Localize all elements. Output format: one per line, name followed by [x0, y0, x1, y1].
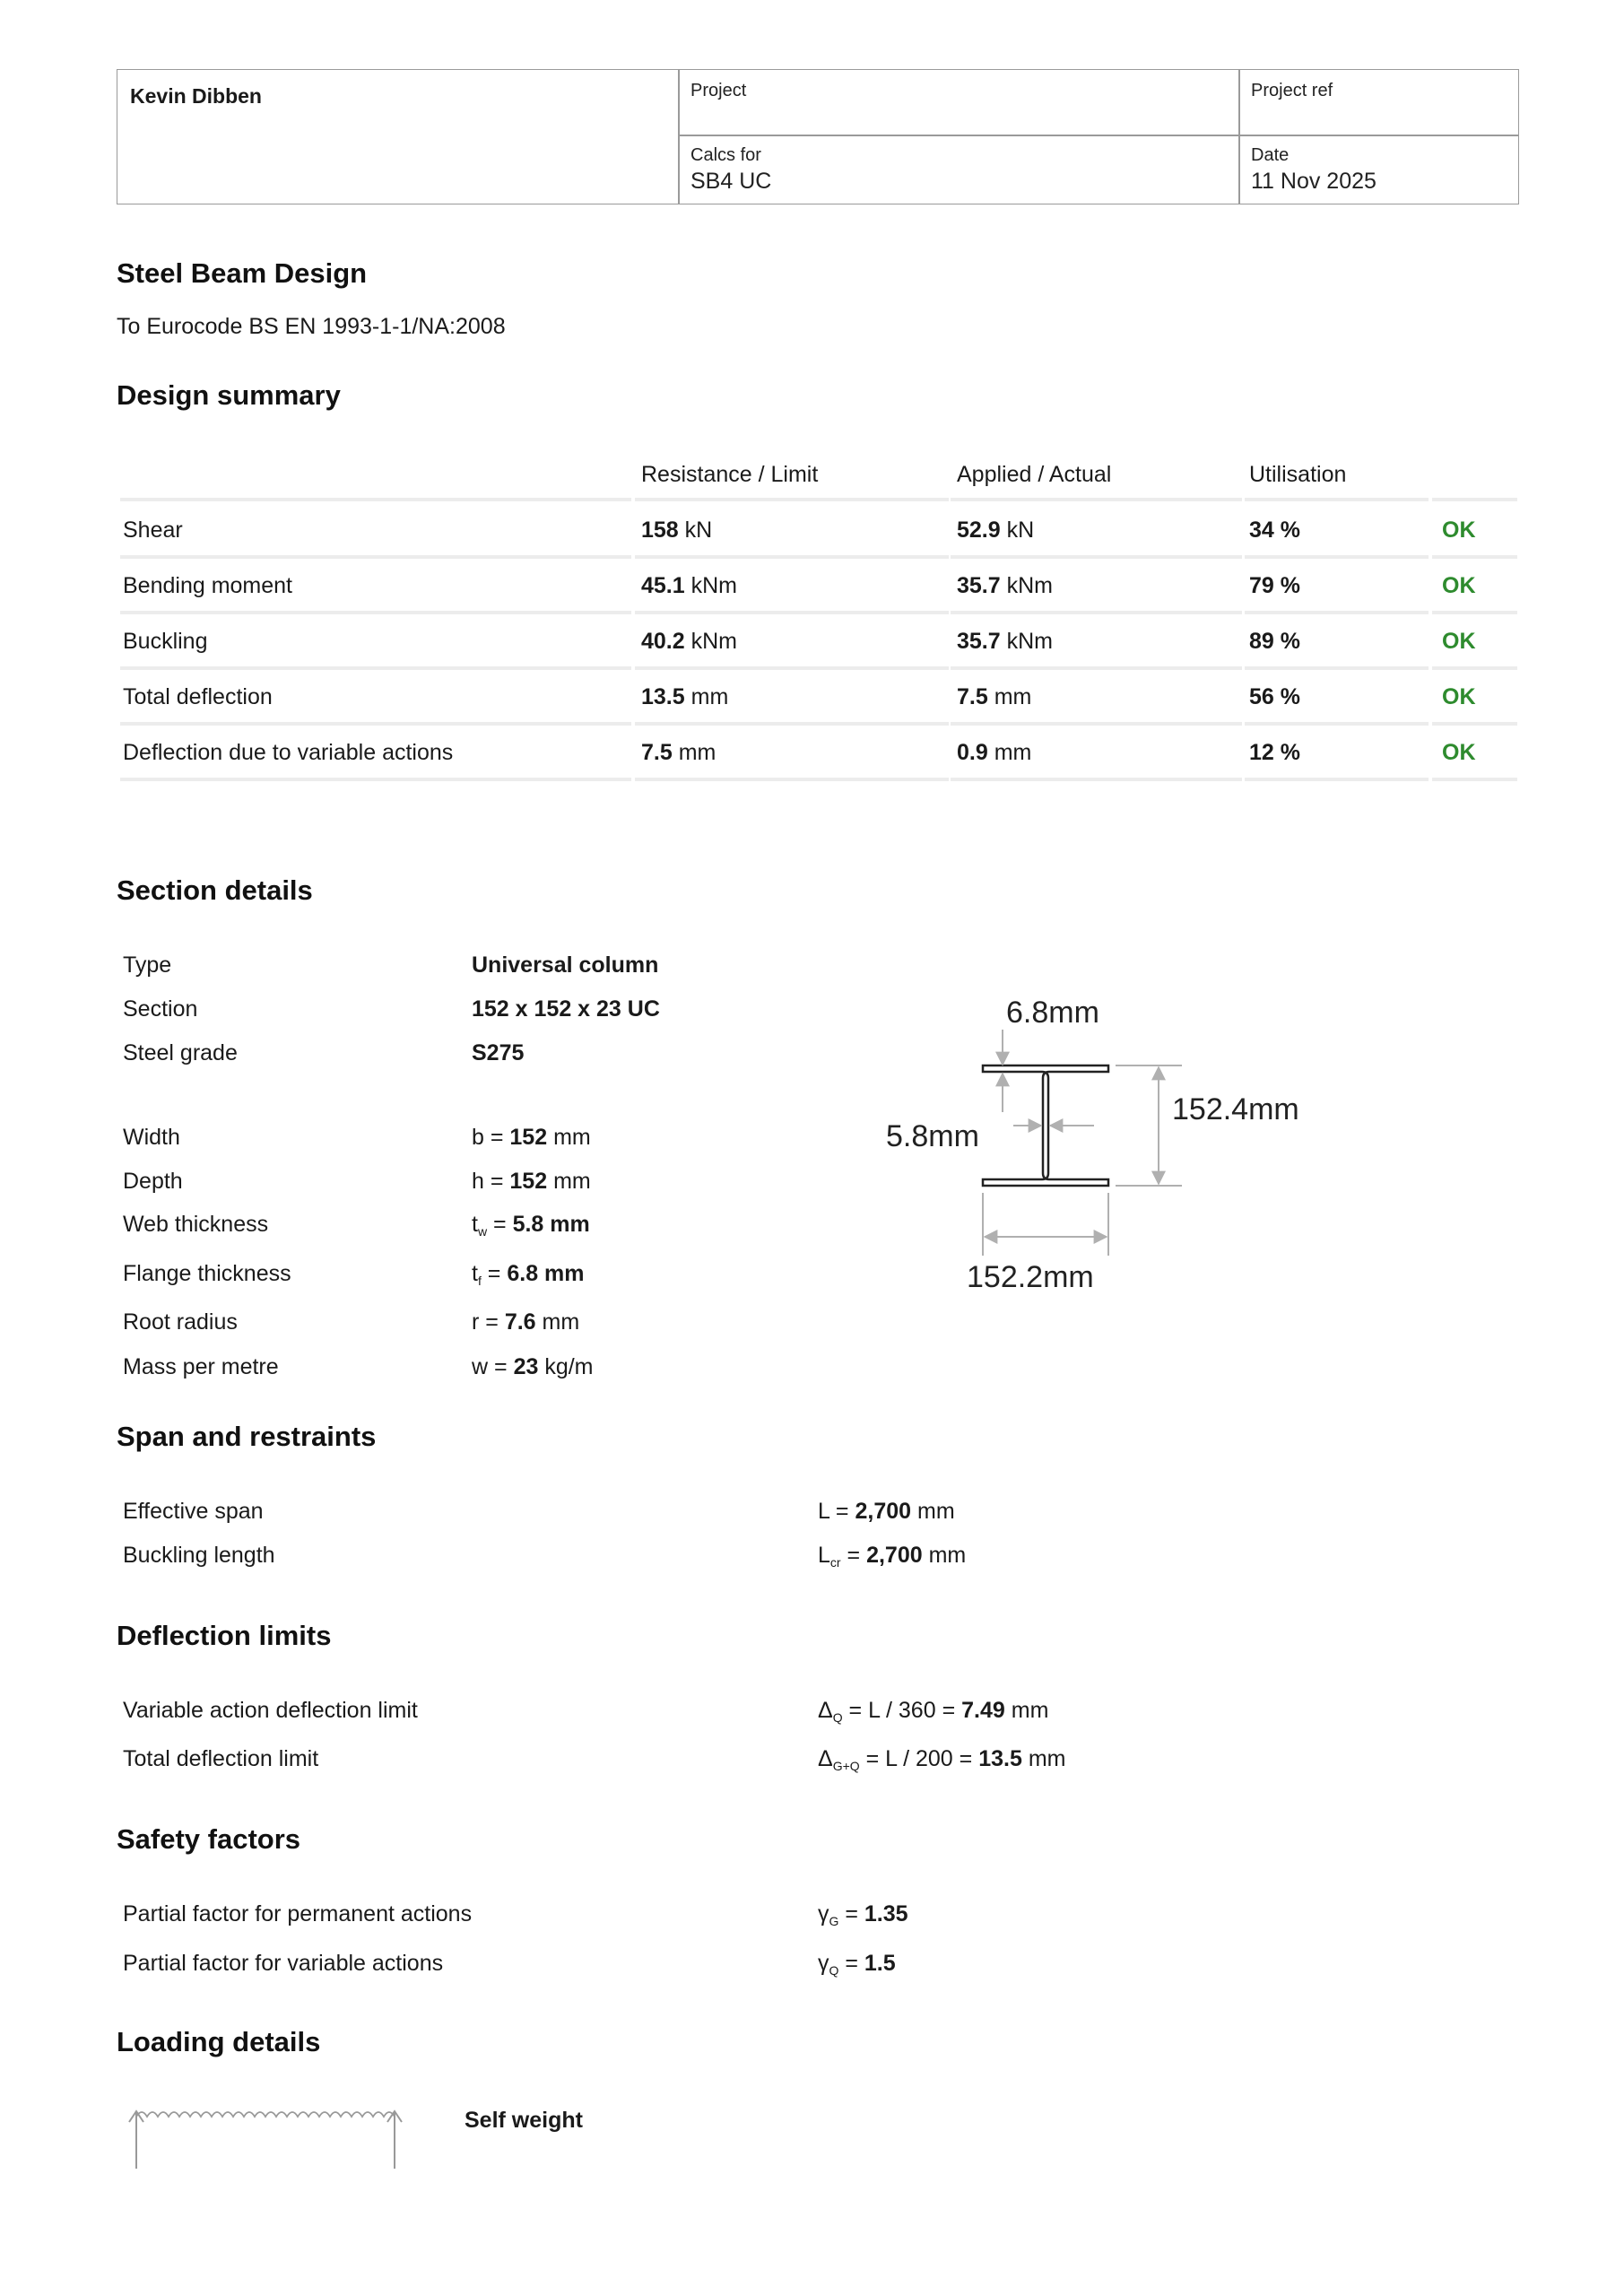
status-badge: OK: [1442, 740, 1476, 765]
row-name: Buckling: [123, 629, 208, 654]
table-divider: [1245, 722, 1429, 726]
date-label: Date: [1251, 145, 1290, 165]
permanent-factor-value: $\gamma_G = 1.35$: [818, 1901, 908, 1928]
utilisation-value: 79 %: [1249, 573, 1300, 598]
status-badge: OK: [1442, 629, 1476, 654]
col-header-resistance: Resistance / Limit: [641, 462, 819, 487]
row-name: Deflection due to variable actions: [123, 740, 454, 765]
row-name: Shear: [123, 517, 183, 543]
divider: [678, 135, 1518, 136]
flange-thickness-label: Flange thickness: [123, 1261, 291, 1286]
table-divider: [1432, 611, 1517, 614]
table-divider: [120, 611, 631, 614]
udl-load-curve: [136, 2112, 395, 2117]
col-header-utilisation: Utilisation: [1249, 462, 1347, 487]
date-value: 11 Nov 2025: [1251, 169, 1376, 194]
table-divider: [635, 666, 949, 670]
table-divider: [120, 778, 631, 781]
author-name: Kevin Dibben: [130, 84, 262, 108]
load-name: Self weight: [465, 2108, 583, 2133]
table-divider: [1432, 666, 1517, 670]
table-divider: [635, 722, 949, 726]
applied-value: 52.9 kN: [957, 517, 1035, 543]
table-divider: [951, 555, 1242, 559]
row-name: Bending moment: [123, 573, 293, 598]
safety-heading: Safety factors: [117, 1823, 301, 1855]
grade-value: S275: [472, 1040, 525, 1065]
utilisation-value: 89 %: [1249, 629, 1300, 654]
dim-flange-thickness: 6.8mm: [1006, 996, 1099, 1030]
web-thickness-label: Web thickness: [123, 1212, 269, 1237]
utilisation-value: 12 %: [1249, 740, 1300, 765]
table-divider: [635, 498, 949, 501]
variable-factor-value: $\gamma_Q = 1.5$: [818, 1951, 896, 1978]
table-divider: [951, 666, 1242, 670]
table-divider: [951, 778, 1242, 781]
resistance-value: 45.1 kNm: [641, 573, 738, 598]
table-divider: [1432, 722, 1517, 726]
table-divider: [1245, 498, 1429, 501]
utilisation-value: 34 %: [1249, 517, 1300, 543]
span-heading: Span and restraints: [117, 1421, 377, 1452]
project-ref-label: Project ref: [1251, 81, 1333, 100]
dim-width: 152.2mm: [967, 1260, 1094, 1294]
section-value: 152 x 152 x 23 UC: [472, 996, 660, 1022]
status-badge: OK: [1442, 573, 1476, 598]
i-section-diagram: [879, 987, 1345, 1318]
applied-value: 0.9 mm: [957, 740, 1032, 765]
effective-span-value: L = 2,700 mm: [818, 1499, 955, 1524]
variable-deflection-value: $\Delta_Q = L / 360 = 7.49$ mm: [818, 1698, 1049, 1725]
header-box: [117, 69, 1519, 204]
type-value: Universal column: [472, 952, 659, 978]
table-divider: [1245, 555, 1429, 559]
flange-thickness-value: $t_f = 6.8$ mm: [472, 1261, 585, 1288]
applied-value: 7.5 mm: [957, 684, 1032, 709]
table-divider: [120, 498, 631, 501]
resistance-value: 7.5 mm: [641, 740, 716, 765]
calcs-for-value: SB4 UC: [690, 169, 772, 194]
table-divider: [635, 778, 949, 781]
utilisation-value: 56 %: [1249, 684, 1300, 709]
web-thickness-value: $t_w = 5.8$ mm: [472, 1212, 590, 1239]
page-subtitle: To Eurocode BS EN 1993-1-1/NA:2008: [117, 314, 506, 339]
row-name: Total deflection: [123, 684, 273, 709]
table-divider: [120, 722, 631, 726]
total-deflection-value: $\Delta_{G+Q} = L / 200 = 13.5$ mm: [818, 1746, 1066, 1773]
buckling-length-value: $L_{cr} = 2,700$ mm: [818, 1543, 967, 1570]
resistance-value: 13.5 mm: [641, 684, 729, 709]
buckling-length-label: Buckling length: [123, 1543, 275, 1568]
root-radius-label: Root radius: [123, 1309, 238, 1335]
deflection-heading: Deflection limits: [117, 1620, 332, 1651]
status-badge: OK: [1442, 517, 1476, 543]
status-badge: OK: [1442, 684, 1476, 709]
root-radius-value: r = 7.6 mm: [472, 1309, 580, 1335]
mass-value: w = 23 kg/m: [472, 1354, 594, 1379]
applied-value: 35.7 kNm: [957, 573, 1054, 598]
variable-deflection-label: Variable action deflection limit: [123, 1698, 418, 1723]
table-divider: [951, 498, 1242, 501]
total-deflection-label: Total deflection limit: [123, 1746, 319, 1771]
loading-heading: Loading details: [117, 2026, 321, 2057]
table-divider: [120, 555, 631, 559]
page-title: Steel Beam Design: [117, 257, 368, 289]
depth-label: Depth: [123, 1169, 183, 1194]
table-divider: [1432, 555, 1517, 559]
section-label: Section: [123, 996, 198, 1022]
table-divider: [1245, 666, 1429, 670]
variable-factor-label: Partial factor for variable actions: [123, 1951, 444, 1976]
table-divider: [635, 611, 949, 614]
width-label: Width: [123, 1125, 180, 1150]
table-divider: [1245, 611, 1429, 614]
table-divider: [951, 611, 1242, 614]
table-divider: [951, 722, 1242, 726]
grade-label: Steel grade: [123, 1040, 238, 1065]
table-divider: [1432, 778, 1517, 781]
calcs-for-label: Calcs for: [690, 145, 761, 165]
applied-value: 35.7 kNm: [957, 629, 1054, 654]
mass-label: Mass per metre: [123, 1354, 279, 1379]
resistance-value: 40.2 kNm: [641, 629, 738, 654]
udl-load-diagram: [124, 2099, 411, 2175]
dim-depth: 152.4mm: [1172, 1092, 1299, 1126]
effective-span-label: Effective span: [123, 1499, 264, 1524]
table-divider: [1245, 778, 1429, 781]
permanent-factor-label: Partial factor for permanent actions: [123, 1901, 473, 1926]
table-divider: [120, 666, 631, 670]
type-label: Type: [123, 952, 172, 978]
project-label: Project: [690, 81, 747, 100]
section-details-heading: Section details: [117, 874, 313, 906]
divider: [678, 70, 680, 204]
table-divider: [635, 555, 949, 559]
width-value: b = 152 mm: [472, 1125, 591, 1150]
depth-value: h = 152 mm: [472, 1169, 591, 1194]
dim-web-thickness: 5.8mm: [886, 1119, 979, 1153]
divider: [1238, 70, 1240, 204]
col-header-applied: Applied / Actual: [957, 462, 1112, 487]
table-divider: [1432, 498, 1517, 501]
resistance-value: 158 kN: [641, 517, 713, 543]
design-summary-heading: Design summary: [117, 379, 341, 411]
